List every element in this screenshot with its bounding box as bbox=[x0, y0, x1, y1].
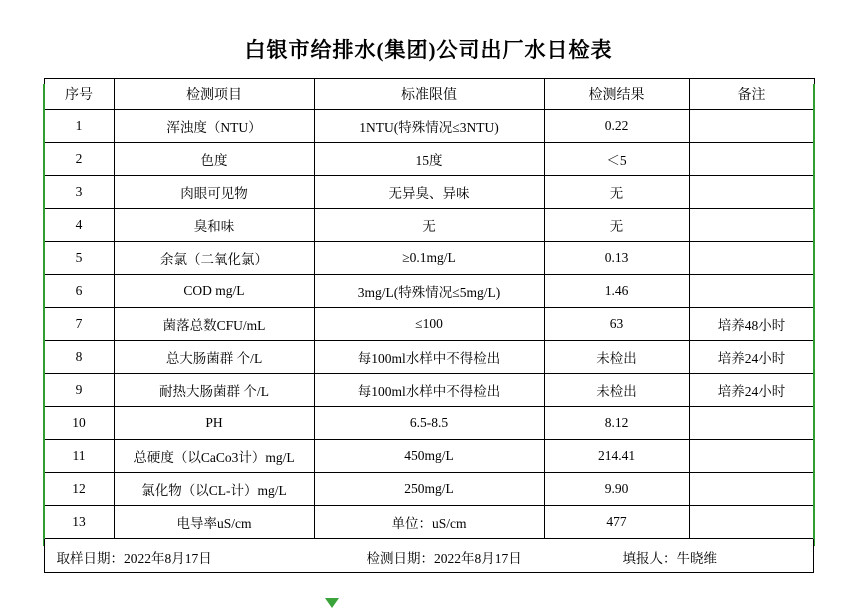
cell-remark: 培养48小时 bbox=[689, 308, 814, 341]
green-triangle-marker bbox=[325, 598, 339, 608]
cell-result: 0.13 bbox=[544, 242, 689, 275]
cell-item: 总硬度（以CaCo3计）mg/L bbox=[114, 440, 314, 473]
cell-index: 2 bbox=[44, 143, 114, 176]
table-row bbox=[44, 473, 814, 506]
cell-remark bbox=[689, 176, 814, 209]
cell-standard: 每100ml水样中不得检出 bbox=[314, 341, 544, 374]
cell-remark bbox=[689, 473, 814, 506]
cell-standard: 450mg/L bbox=[314, 440, 544, 473]
cell-standard: 单位：uS/cm bbox=[314, 506, 544, 539]
cell-index: 12 bbox=[44, 473, 114, 506]
column-header-remark: 备注 bbox=[689, 79, 814, 110]
right-green-border bbox=[813, 84, 815, 546]
cell-item: 色度 bbox=[114, 143, 314, 176]
cell-remark: 培养24小时 bbox=[689, 374, 814, 407]
cell-result: 1.46 bbox=[544, 275, 689, 308]
table-row bbox=[44, 176, 814, 209]
cell-item: PH bbox=[114, 407, 314, 440]
cell-index: 10 bbox=[44, 407, 114, 440]
cell-result: 214.41 bbox=[544, 440, 689, 473]
cell-remark bbox=[689, 407, 814, 440]
left-green-border bbox=[43, 84, 45, 546]
cell-result: 8.12 bbox=[544, 407, 689, 440]
report-footer bbox=[44, 539, 814, 573]
cell-index: 5 bbox=[44, 242, 114, 275]
cell-result: 0.22 bbox=[544, 110, 689, 143]
cell-item: 浑浊度（NTU） bbox=[114, 110, 314, 143]
cell-remark bbox=[689, 209, 814, 242]
cell-item: 耐热大肠菌群 个/L bbox=[114, 374, 314, 407]
report-table-wrapper bbox=[44, 78, 814, 539]
page-title: 白银市给排水(集团)公司出厂水日检表 bbox=[244, 38, 613, 62]
cell-standard: 15度 bbox=[314, 143, 544, 176]
cell-index: 4 bbox=[44, 209, 114, 242]
table-row bbox=[44, 506, 814, 539]
cell-item: COD mg/L bbox=[114, 275, 314, 308]
cell-index: 9 bbox=[44, 374, 114, 407]
cell-standard: 250mg/L bbox=[314, 473, 544, 506]
cell-result: ＜5 bbox=[544, 143, 689, 176]
cell-item: 余氯（二氧化氯） bbox=[114, 242, 314, 275]
table-row bbox=[44, 374, 814, 407]
table-row bbox=[44, 407, 814, 440]
cell-item: 总大肠菌群 个/L bbox=[114, 341, 314, 374]
cell-index: 3 bbox=[44, 176, 114, 209]
cell-standard: 每100ml水样中不得检出 bbox=[314, 374, 544, 407]
water-quality-table bbox=[44, 78, 815, 539]
cell-standard: ≥0.1mg/L bbox=[314, 242, 544, 275]
sample-date-label: 取样日期：2022年8月17日 bbox=[56, 551, 212, 566]
filler-name-label: 填报人：牛晓维 bbox=[622, 551, 717, 566]
cell-index: 11 bbox=[44, 440, 114, 473]
table-row bbox=[44, 341, 814, 374]
column-header-result: 检测结果 bbox=[544, 79, 689, 110]
test-date-label: 检测日期：2022年8月17日 bbox=[366, 551, 522, 566]
cell-standard: 3mg/L(特殊情况≤5mg/L) bbox=[314, 275, 544, 308]
cell-result: 无 bbox=[544, 209, 689, 242]
table-row bbox=[44, 110, 814, 143]
table-row bbox=[44, 143, 814, 176]
cell-index: 7 bbox=[44, 308, 114, 341]
cell-index: 8 bbox=[44, 341, 114, 374]
column-header-item: 检测项目 bbox=[114, 79, 314, 110]
table-row bbox=[44, 440, 814, 473]
cell-item: 电导率uS/cm bbox=[114, 506, 314, 539]
table-header-row bbox=[44, 79, 814, 110]
cell-remark: 培养24小时 bbox=[689, 341, 814, 374]
cell-remark bbox=[689, 143, 814, 176]
cell-item: 氯化物（以CL-计）mg/L bbox=[114, 473, 314, 506]
cell-result: 未检出 bbox=[544, 374, 689, 407]
cell-standard: 1NTU(特殊情况≤3NTU) bbox=[314, 110, 544, 143]
table-row bbox=[44, 308, 814, 341]
cell-standard: 无 bbox=[314, 209, 544, 242]
cell-standard: 无异臭、异味 bbox=[314, 176, 544, 209]
cell-item: 菌落总数CFU/mL bbox=[114, 308, 314, 341]
cell-remark bbox=[689, 275, 814, 308]
column-header-standard: 标准限值 bbox=[314, 79, 544, 110]
table-row bbox=[44, 242, 814, 275]
table-row bbox=[44, 275, 814, 308]
cell-remark bbox=[689, 440, 814, 473]
cell-index: 1 bbox=[44, 110, 114, 143]
cell-result: 9.90 bbox=[544, 473, 689, 506]
cell-result: 无 bbox=[544, 176, 689, 209]
cell-standard: ≤100 bbox=[314, 308, 544, 341]
cell-result: 未检出 bbox=[544, 341, 689, 374]
cell-item: 肉眼可见物 bbox=[114, 176, 314, 209]
cell-result: 63 bbox=[544, 308, 689, 341]
cell-standard: 6.5-8.5 bbox=[314, 407, 544, 440]
cell-remark bbox=[689, 506, 814, 539]
cell-result: 477 bbox=[544, 506, 689, 539]
cell-remark bbox=[689, 242, 814, 275]
table-row bbox=[44, 209, 814, 242]
column-header-index: 序号 bbox=[44, 79, 114, 110]
cell-index: 6 bbox=[44, 275, 114, 308]
cell-index: 13 bbox=[44, 506, 114, 539]
cell-remark bbox=[689, 110, 814, 143]
cell-item: 臭和味 bbox=[114, 209, 314, 242]
